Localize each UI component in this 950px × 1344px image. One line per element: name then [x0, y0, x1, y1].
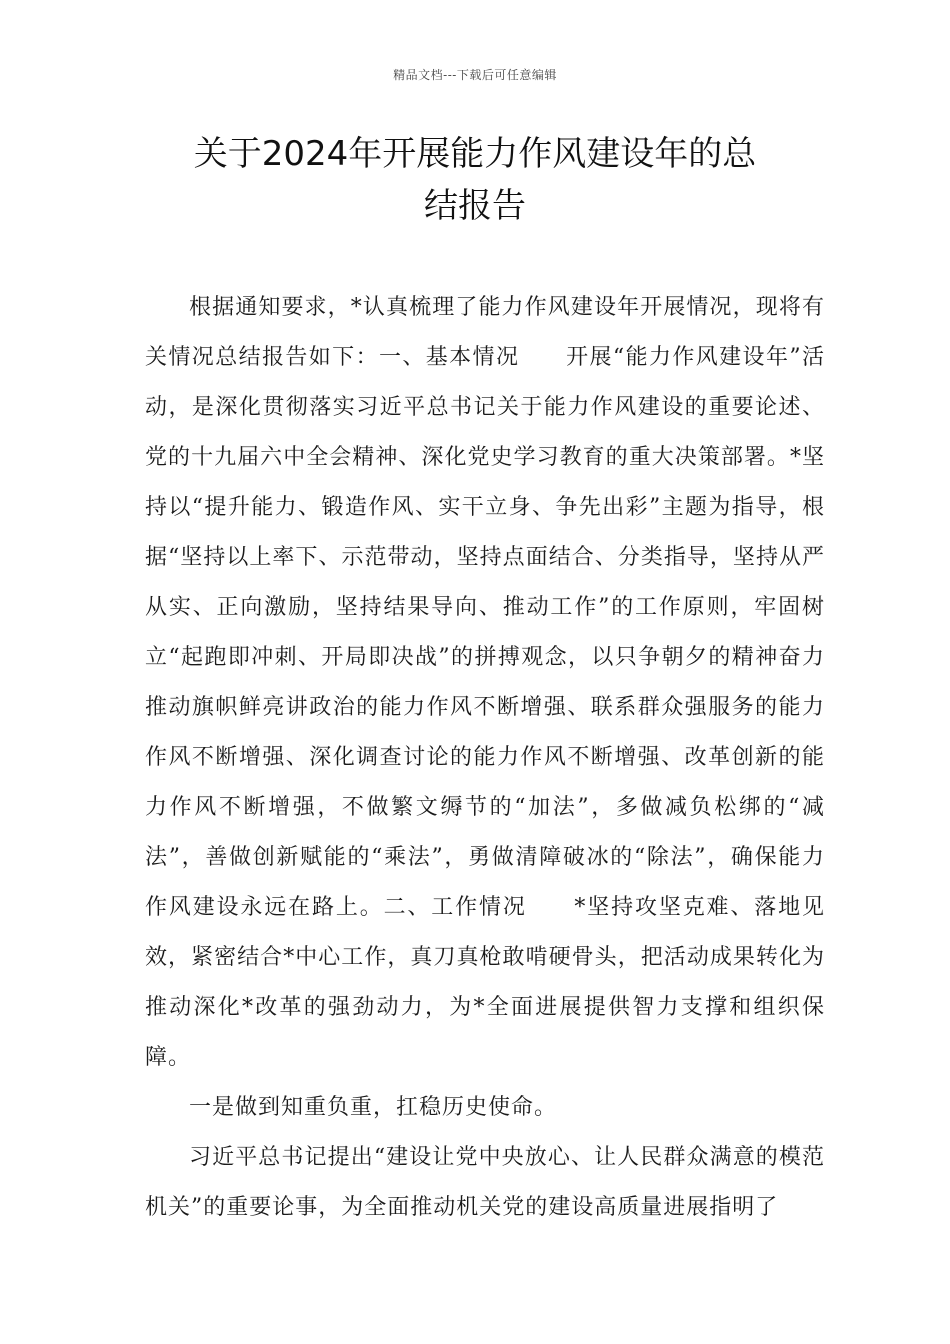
title-line-2: 结报告 [424, 186, 526, 226]
header-note: 精品文档---下载后可任意编辑 [393, 68, 557, 82]
paragraph-3: 习近平总书记提出“建设让党中央放心、让人民群众满意的模范机关”的重要论事，为全面推动机关党的建设高质量进展指明了 [145, 1145, 825, 1220]
document-body [145, 283, 825, 1233]
title-line-1: 关于2024年开展能力作风建设年的总 [193, 134, 757, 174]
document-title [150, 128, 800, 232]
paragraph-2: 一是做到知重负重，扛稳历史使命。 [189, 1095, 558, 1120]
paragraph-1: 根据通知要求，*认真梳理了能力作风建设年开展情况，现将有关情况总结报告如下：一、基本情况 开展“能力作风建设年”活动，是深化贯彻落实习近平总书记关于能力作风建设的重要论述、党的十九届六中全会精神、深化党史学习教育的重大决策部署。*坚持以“提升能力、锻造作风、实干立身、争先出彩”主题为指导，根据“坚持以上率下、示范带动，坚持点面结合、分类指导，坚持从严从实、正向激励，坚持结果导向、推动工作”的工作原则，牢固树立“起跑即冲刺、开局即决战”的拼搏观念，以只争朝夕的精神奋力推动旗帜鲜亮讲政治的能力作风不断增强、联系群众强服务的能力作风不断增强、深化调查讨论的能力作风不断增强、改革创新的能力作风不断增强，不做繁文缛节的“加法”，多做减负松绑的“减法”，善做创新赋能的“乘法”，勇做清障破冰的“除法”，确保能力作风建设永远在路上。二、工作情况 *坚持攻坚克难、落地见效，紧密结合*中心工作，真刀真枪敢啃硬骨头，把活动成果转化为推动深化*改革的强劲动力，为*全面进展提供智力支撑和组织保障。 [145, 295, 825, 1070]
